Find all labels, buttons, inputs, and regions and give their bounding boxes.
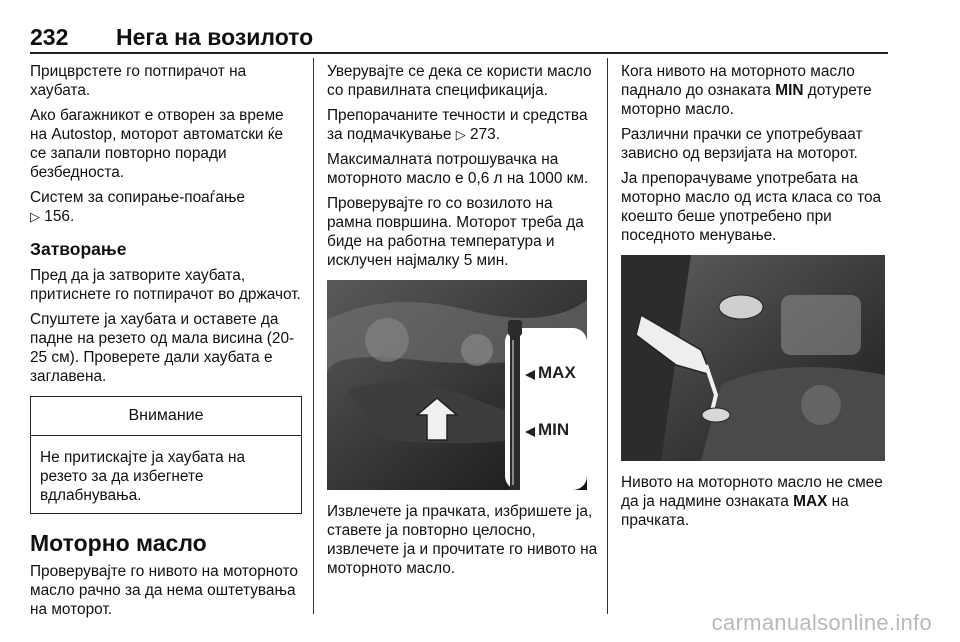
reference-arrow-icon: ▷ (455, 127, 466, 142)
caution-text: Не притискајте ја хаубата на резето за да избегнете вдлабнувања. (40, 449, 246, 504)
engine-dipstick-icon (327, 280, 587, 490)
paragraph: Различни прачки се употребуваат зависно од верзијата на моторот. (621, 126, 863, 162)
max-mark-label: MAX (538, 363, 576, 382)
paragraph: Пред да ја затворите хаубата, притиснете го потпирачот во држачот. (30, 267, 301, 303)
paragraph: Уверувајте се дека се користи масло со правилната спецификација. (327, 63, 592, 99)
header-rule (30, 52, 888, 54)
paragraph (327, 106, 599, 144)
oil-can-pouring-icon (621, 255, 885, 461)
paragraph: Ја препорачуваме употребата на моторно масло од иста класа со тоа коешто беше употребено при поседното менување. (621, 170, 882, 244)
page-reference-link[interactable]: 156. (44, 208, 75, 225)
figure-caption: Извлечете ја прачката, избришете ја, ставете ја повторно целосно, извлечете ја и прочитате го нивото на моторното масло. (327, 503, 598, 577)
cross-reference-text: Препорачаните течности и средства за подмачкување (327, 107, 588, 143)
page-number: 232 (30, 24, 69, 50)
column-1 (30, 62, 302, 625)
min-mark-label: MIN (538, 420, 570, 439)
paragraph-text: дотурете моторно масло. (621, 82, 872, 118)
caution-box (30, 396, 302, 514)
paragraph-text: на прачката. (621, 493, 849, 529)
column-3 (621, 62, 891, 536)
dipstick-illustration (327, 280, 587, 490)
page-reference-link[interactable]: 273. (470, 126, 501, 143)
paragraph-text: Нивото на моторното масло не смее да ја надмине ознаката (621, 474, 883, 510)
column-divider-2 (607, 58, 608, 614)
chapter-title: Нега на возилото (116, 24, 314, 50)
paragraph (621, 62, 891, 119)
paragraph: Спуштете ја хаубата и оставете да падне на резето од мала висина (20-25 см). Проверете дали хаубата е заглавена. (30, 311, 295, 385)
watermark: carmanualsonline.info (711, 610, 932, 635)
figure-caption (621, 473, 891, 530)
column-2 (327, 62, 599, 584)
paragraph: Ако багажникот е отворен за време на Autostop, моторот автоматски ќе се запали повторно поради безбедноста. (30, 107, 284, 181)
paragraph (30, 188, 302, 226)
min-keyword: MIN (775, 82, 804, 99)
paragraph: Проверувајте го нивото на моторното масло рачно за да нема оштетувања на моторот. (30, 563, 298, 618)
caution-title: Внимание (31, 397, 301, 436)
max-keyword: MAX (793, 493, 828, 510)
paragraph: Максималната потрошувачка на моторното масло е 0,6 л на 1000 км. (327, 151, 589, 187)
reference-arrow-icon: ▷ (30, 209, 40, 224)
paragraph-text: Кога нивото на моторното масло паднало до ознаката (621, 63, 855, 99)
cross-reference-text: Систем за сопирање-поаѓање (30, 189, 245, 206)
section-heading-engine-oil: Моторно масло (30, 530, 207, 556)
section-heading-closing: Затворање (30, 239, 127, 259)
paragraph: Проверувајте го со возилото на рамна површина. Моторот треба да биде на работна температура и исклучен најмалку 5 мин. (327, 195, 584, 269)
column-divider-1 (313, 58, 314, 614)
oil-filling-illustration (621, 255, 885, 461)
page-header (30, 24, 890, 50)
paragraph: Прицврстете го потпирачот на хаубата. (30, 63, 247, 99)
